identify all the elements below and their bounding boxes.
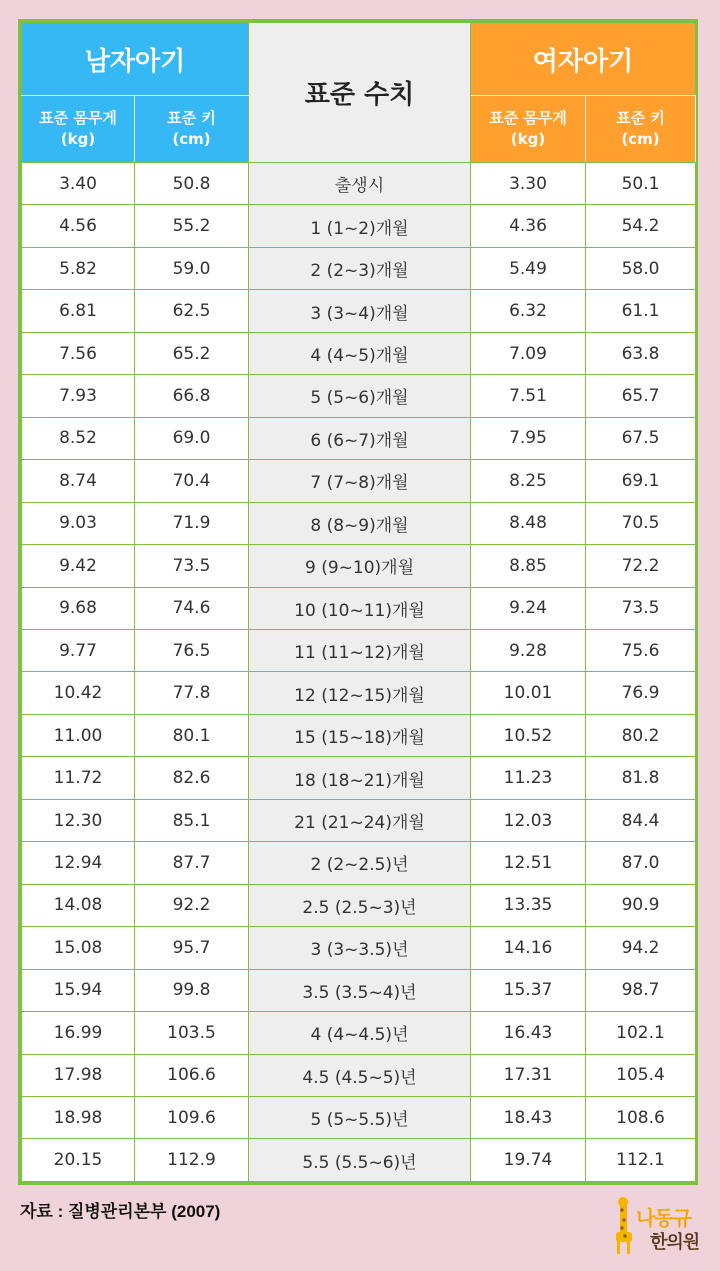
boy-height-cell: 73.5	[135, 545, 249, 587]
girl-height-cell: 72.2	[586, 545, 696, 587]
girl-height-cell: 63.8	[586, 332, 696, 374]
girl-height-cell: 75.6	[586, 629, 696, 671]
girl-header: 여자아기	[471, 23, 696, 96]
table-row	[22, 417, 696, 459]
girl-weight-cell: 5.49	[471, 247, 586, 289]
age-cell: 출생시	[249, 163, 471, 205]
girl-weight-cell: 12.51	[471, 842, 586, 884]
boy-height-cell: 77.8	[135, 672, 249, 714]
girl-weight-header-unit: (kg)	[510, 130, 546, 148]
girl-height-cell: 87.0	[586, 842, 696, 884]
boy-height-cell: 109.6	[135, 1096, 249, 1138]
age-cell: 5 (5~5.5)년	[249, 1096, 471, 1138]
boy-height-header-title: 표준 키	[167, 109, 216, 127]
table-row	[22, 460, 696, 502]
table-row	[22, 332, 696, 374]
boy-weight-cell: 8.74	[22, 460, 135, 502]
table-row	[22, 587, 696, 629]
girl-height-cell: 73.5	[586, 587, 696, 629]
girl-weight-cell: 3.30	[471, 163, 586, 205]
boy-header: 남자아기	[22, 23, 249, 96]
table-row	[22, 927, 696, 969]
girl-height-cell: 80.2	[586, 714, 696, 756]
table-row	[22, 502, 696, 544]
boy-height-cell: 85.1	[135, 799, 249, 841]
table-row	[22, 629, 696, 671]
age-cell: 12 (12~15)개월	[249, 672, 471, 714]
girl-weight-cell: 7.95	[471, 417, 586, 459]
boy-weight-cell: 4.56	[22, 205, 135, 247]
boy-height-header	[135, 96, 249, 163]
age-cell: 6 (6~7)개월	[249, 417, 471, 459]
boy-weight-cell: 17.98	[22, 1054, 135, 1096]
boy-height-cell: 71.9	[135, 502, 249, 544]
girl-weight-cell: 18.43	[471, 1096, 586, 1138]
age-cell: 2 (2~3)개월	[249, 247, 471, 289]
girl-height-cell: 84.4	[586, 799, 696, 841]
boy-weight-cell: 3.40	[22, 163, 135, 205]
girl-height-cell: 98.7	[586, 969, 696, 1011]
table-row	[22, 884, 696, 926]
age-cell: 5.5 (5.5~6)년	[249, 1139, 471, 1182]
boy-height-cell: 92.2	[135, 884, 249, 926]
boy-height-cell: 106.6	[135, 1054, 249, 1096]
girl-weight-cell: 19.74	[471, 1139, 586, 1182]
girl-height-header-title: 표준 키	[616, 109, 665, 127]
table-row	[22, 799, 696, 841]
girl-weight-cell: 10.01	[471, 672, 586, 714]
age-cell: 9 (9~10)개월	[249, 545, 471, 587]
girl-weight-cell: 8.48	[471, 502, 586, 544]
table-row	[22, 1096, 696, 1138]
girl-height-header-unit: (cm)	[621, 130, 660, 148]
growth-table-frame	[18, 19, 698, 1185]
age-cell: 21 (21~24)개월	[249, 799, 471, 841]
table-row	[22, 545, 696, 587]
girl-weight-cell: 10.52	[471, 714, 586, 756]
girl-height-cell: 108.6	[586, 1096, 696, 1138]
boy-height-cell: 112.9	[135, 1139, 249, 1182]
age-cell: 10 (10~11)개월	[249, 587, 471, 629]
boy-weight-cell: 15.94	[22, 969, 135, 1011]
girl-height-cell: 105.4	[586, 1054, 696, 1096]
logo-clinic: 한의원	[650, 1232, 700, 1253]
giraffe-icon	[612, 1196, 636, 1256]
boy-height-cell: 80.1	[135, 714, 249, 756]
boy-weight-cell: 14.08	[22, 884, 135, 926]
girl-weight-cell: 17.31	[471, 1054, 586, 1096]
boy-weight-cell: 11.00	[22, 714, 135, 756]
girl-weight-cell: 12.03	[471, 799, 586, 841]
boy-weight-cell: 12.30	[22, 799, 135, 841]
boy-weight-cell: 5.82	[22, 247, 135, 289]
table-row	[22, 1054, 696, 1096]
table-row	[22, 1012, 696, 1054]
age-cell: 5 (5~6)개월	[249, 375, 471, 417]
girl-weight-cell: 7.09	[471, 332, 586, 374]
boy-weight-cell: 11.72	[22, 757, 135, 799]
table-row	[22, 842, 696, 884]
boy-weight-header-unit: (kg)	[60, 130, 96, 148]
girl-height-cell: 76.9	[586, 672, 696, 714]
age-cell: 2.5 (2.5~3)년	[249, 884, 471, 926]
boy-weight-cell: 9.68	[22, 587, 135, 629]
girl-weight-cell: 8.85	[471, 545, 586, 587]
boy-height-cell: 55.2	[135, 205, 249, 247]
age-cell: 1 (1~2)개월	[249, 205, 471, 247]
boy-weight-cell: 15.08	[22, 927, 135, 969]
boy-height-cell: 74.6	[135, 587, 249, 629]
girl-weight-cell: 9.28	[471, 629, 586, 671]
girl-weight-cell: 7.51	[471, 375, 586, 417]
girl-height-cell: 61.1	[586, 290, 696, 332]
source-note: 자료 : 질병관리본부 (2007)	[20, 1202, 221, 1221]
boy-weight-cell: 8.52	[22, 417, 135, 459]
table-row	[22, 290, 696, 332]
age-cell: 8 (8~9)개월	[249, 502, 471, 544]
girl-height-header	[586, 96, 696, 163]
girl-weight-cell: 8.25	[471, 460, 586, 502]
boy-height-header-unit: (cm)	[172, 130, 211, 148]
age-cell: 4 (4~5)개월	[249, 332, 471, 374]
girl-height-cell: 102.1	[586, 1012, 696, 1054]
boy-height-cell: 62.5	[135, 290, 249, 332]
table-row	[22, 757, 696, 799]
boy-weight-cell: 9.03	[22, 502, 135, 544]
girl-height-cell: 112.1	[586, 1139, 696, 1182]
boy-height-cell: 50.8	[135, 163, 249, 205]
boy-height-cell: 82.6	[135, 757, 249, 799]
age-cell: 2 (2~2.5)년	[249, 842, 471, 884]
boy-weight-cell: 10.42	[22, 672, 135, 714]
girl-weight-header	[471, 96, 586, 163]
age-cell: 4 (4~4.5)년	[249, 1012, 471, 1054]
boy-weight-cell: 9.77	[22, 629, 135, 671]
table-row	[22, 375, 696, 417]
boy-weight-cell: 7.93	[22, 375, 135, 417]
boy-weight-header-title: 표준 몸무게	[39, 109, 117, 127]
girl-weight-cell: 15.37	[471, 969, 586, 1011]
table-row	[22, 969, 696, 1011]
boy-height-cell: 99.8	[135, 969, 249, 1011]
girl-height-cell: 50.1	[586, 163, 696, 205]
girl-weight-cell: 6.32	[471, 290, 586, 332]
table-row	[22, 1139, 696, 1182]
girl-height-cell: 70.5	[586, 502, 696, 544]
girl-height-cell: 58.0	[586, 247, 696, 289]
growth-standard-table	[21, 22, 696, 1182]
clinic-logo	[612, 1196, 708, 1256]
boy-height-cell: 103.5	[135, 1012, 249, 1054]
standard-header: 표준 수치	[249, 23, 471, 163]
girl-weight-cell: 9.24	[471, 587, 586, 629]
boy-weight-cell: 7.56	[22, 332, 135, 374]
age-cell: 11 (11~12)개월	[249, 629, 471, 671]
girl-height-cell: 67.5	[586, 417, 696, 459]
age-cell: 4.5 (4.5~5)년	[249, 1054, 471, 1096]
boy-weight-cell: 18.98	[22, 1096, 135, 1138]
boy-height-cell: 87.7	[135, 842, 249, 884]
boy-height-cell: 59.0	[135, 247, 249, 289]
girl-weight-cell: 14.16	[471, 927, 586, 969]
age-cell: 3 (3~4)개월	[249, 290, 471, 332]
boy-height-cell: 70.4	[135, 460, 249, 502]
boy-weight-cell: 16.99	[22, 1012, 135, 1054]
girl-weight-cell: 13.35	[471, 884, 586, 926]
girl-weight-cell: 4.36	[471, 205, 586, 247]
boy-height-cell: 76.5	[135, 629, 249, 671]
girl-height-cell: 90.9	[586, 884, 696, 926]
table-row	[22, 205, 696, 247]
girl-height-cell: 69.1	[586, 460, 696, 502]
table-row	[22, 672, 696, 714]
table-row	[22, 247, 696, 289]
boy-weight-cell: 20.15	[22, 1139, 135, 1182]
boy-weight-cell: 12.94	[22, 842, 135, 884]
girl-height-cell: 94.2	[586, 927, 696, 969]
girl-weight-cell: 16.43	[471, 1012, 586, 1054]
boy-weight-cell: 9.42	[22, 545, 135, 587]
boy-height-cell: 66.8	[135, 375, 249, 417]
table-row	[22, 163, 696, 205]
girl-height-cell: 54.2	[586, 205, 696, 247]
boy-height-cell: 69.0	[135, 417, 249, 459]
girl-height-cell: 81.8	[586, 757, 696, 799]
boy-height-cell: 65.2	[135, 332, 249, 374]
girl-height-cell: 65.7	[586, 375, 696, 417]
age-cell: 3 (3~3.5)년	[249, 927, 471, 969]
age-cell: 18 (18~21)개월	[249, 757, 471, 799]
age-cell: 3.5 (3.5~4)년	[249, 969, 471, 1011]
age-cell: 7 (7~8)개월	[249, 460, 471, 502]
girl-weight-cell: 11.23	[471, 757, 586, 799]
girl-weight-header-title: 표준 몸무게	[489, 109, 567, 127]
table-row	[22, 714, 696, 756]
boy-height-cell: 95.7	[135, 927, 249, 969]
age-cell: 15 (15~18)개월	[249, 714, 471, 756]
logo-name: 나동규	[636, 1206, 691, 1230]
boy-weight-header	[22, 96, 135, 163]
boy-weight-cell: 6.81	[22, 290, 135, 332]
